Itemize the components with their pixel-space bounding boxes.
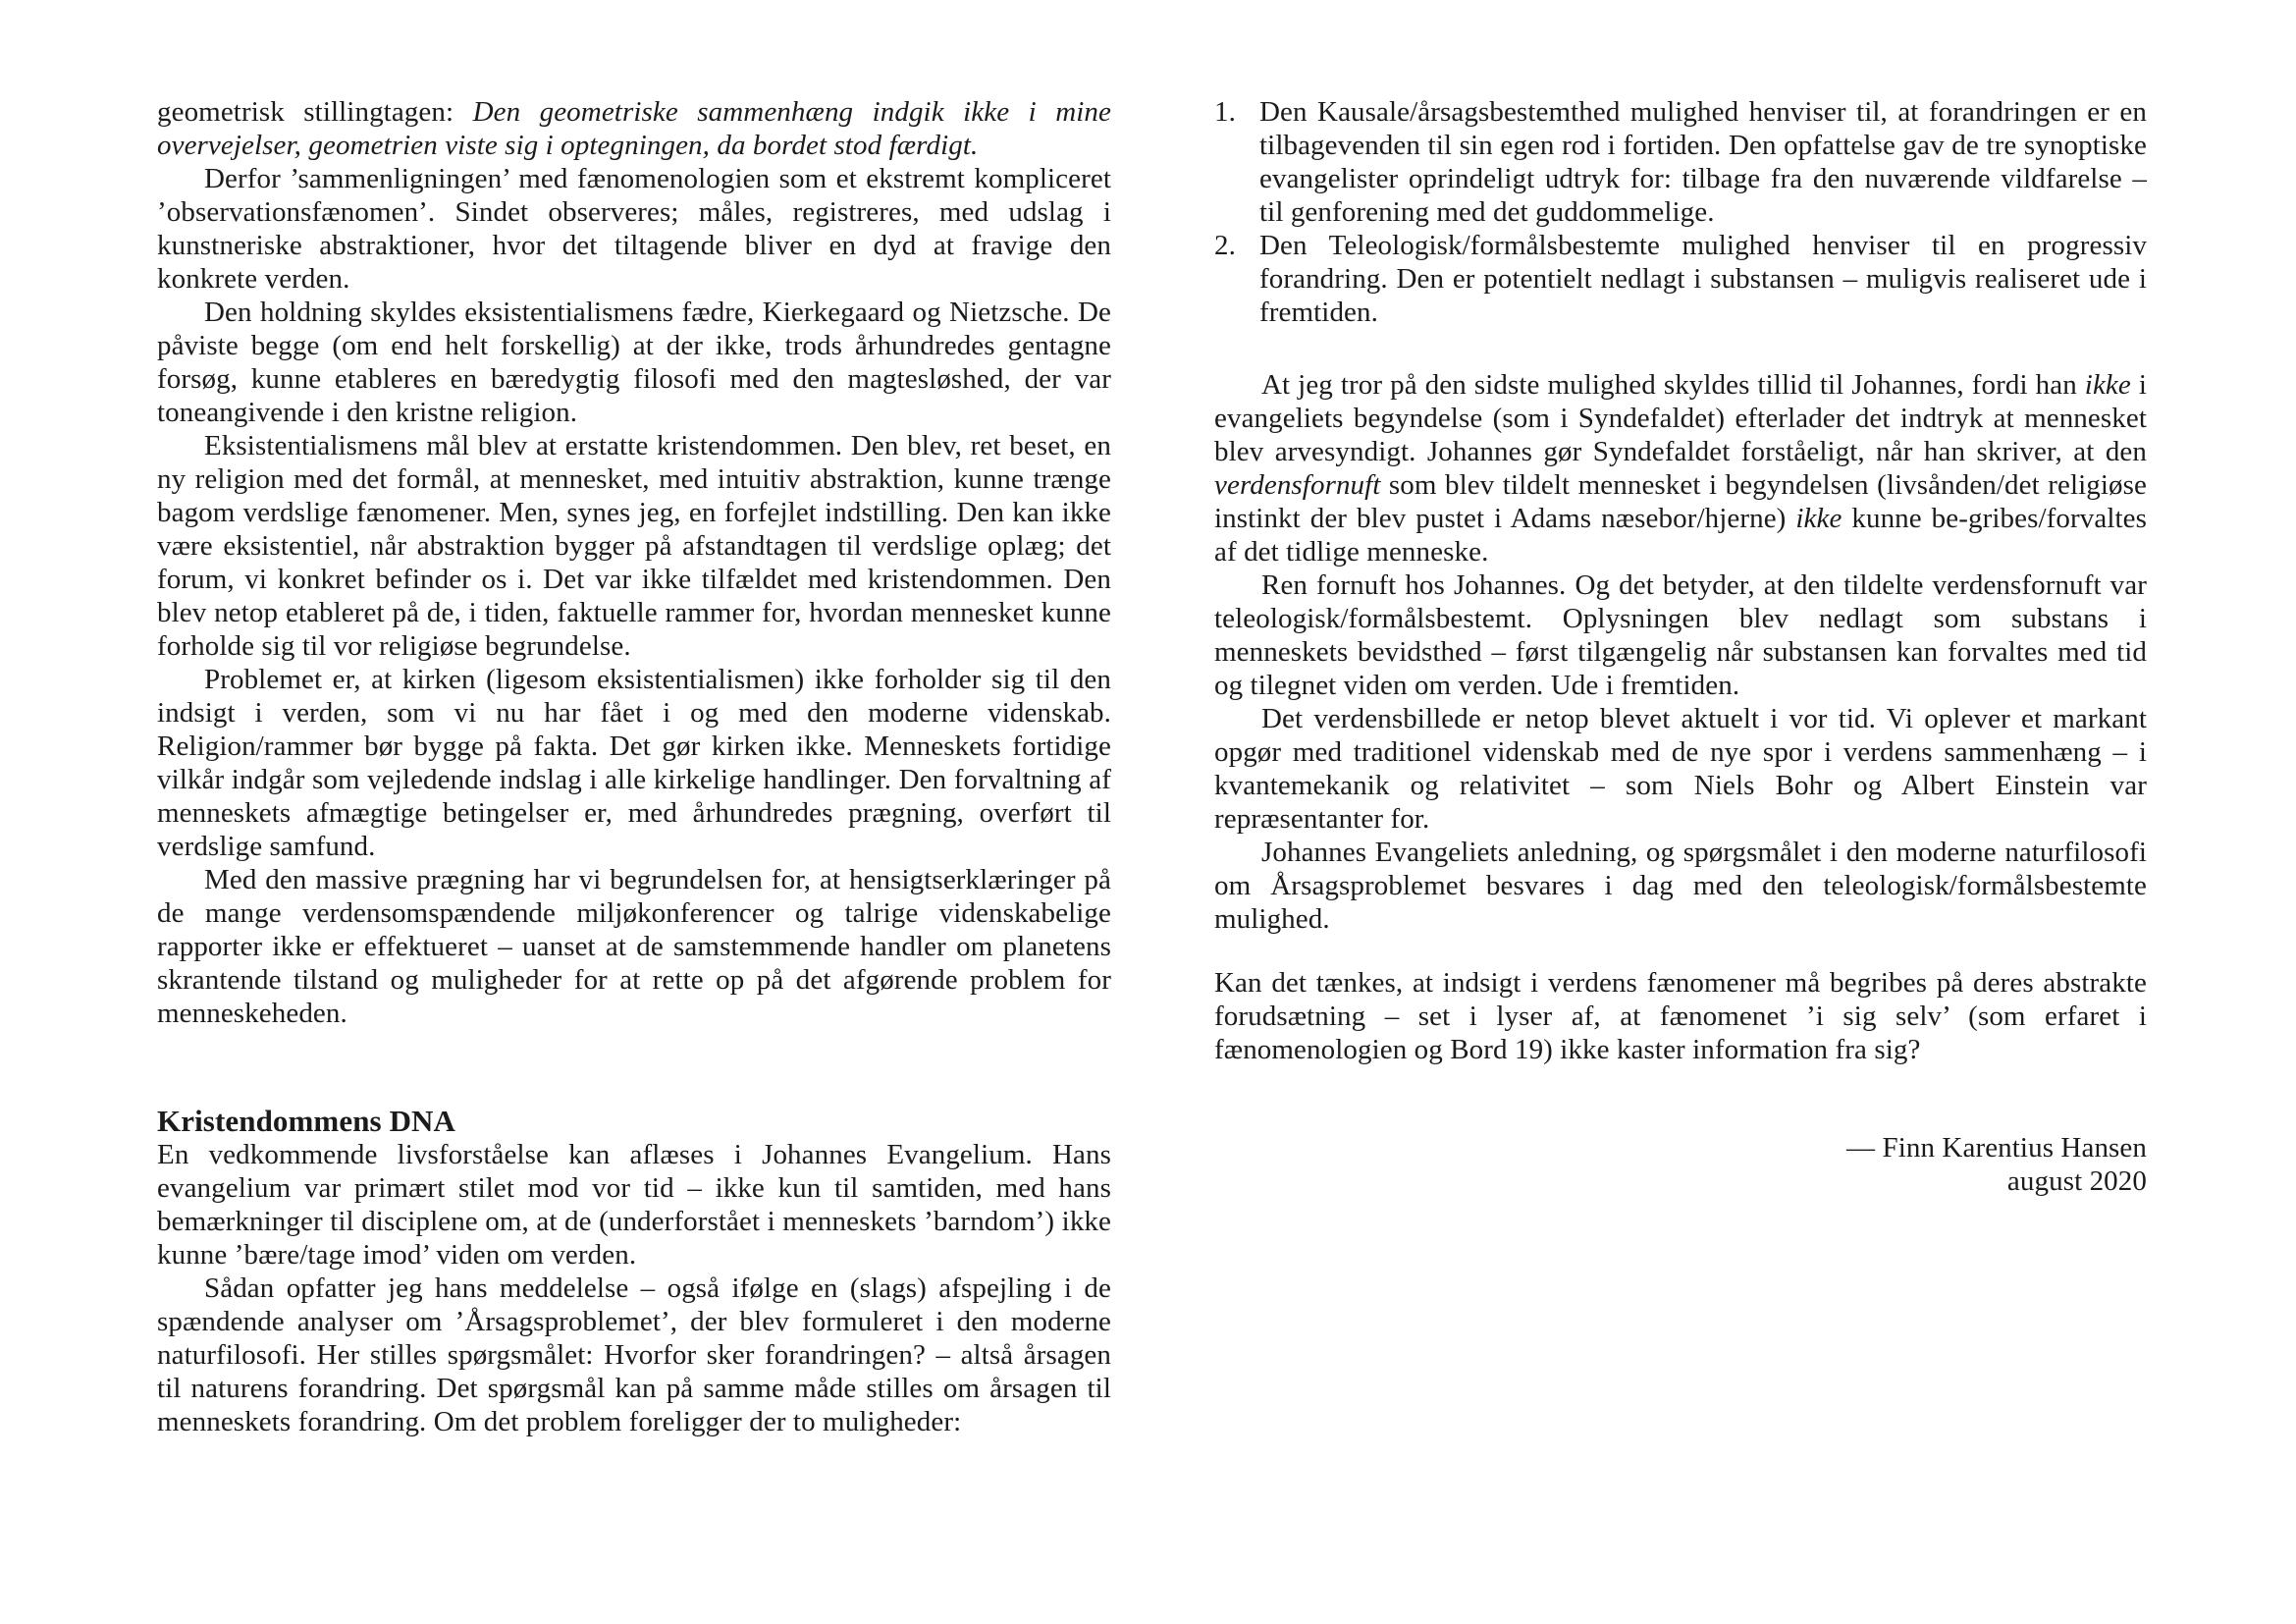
italic-run: Den geometriske sammenhæng indgik ikke i mine overvejelser, geometrien viste sig i optegningen, da bordet stod færdigt. bbox=[157, 96, 1111, 161]
paragraph: Sådan opfatter jeg hans meddelelse – også ifølge en (slags) afspejling i de spændende analyser om ’Årsagsproblemet’, der blev formuleret i den moderne naturfilosofi. Her stilles spørgsmålet: Hvorfor sker forandringen? – altså årsagen til naturens forandring. Det spørgsmål kan på samme måde stilles om årsagen til menneskets forandring. Om det problem foreligger der to muligheder: bbox=[157, 1272, 1111, 1437]
right-column bbox=[1214, 95, 2147, 1198]
list-item-number: 1. bbox=[1214, 96, 1236, 128]
text-run: kunne be-gribes/forvaltes af det tidlige menneske. bbox=[1214, 503, 2147, 568]
text-run: i evangeliets begyndelse (som i Syndefaldet) efterlader det indtryk at mennesket blev arvesyndigt. Johannes gør Syndefaldet forståeligt, når han skriver, at den bbox=[1214, 369, 2147, 467]
text-run: som blev tildelt mennesket i begyndelsen (livsånden/det religiøse instinkt der blev pustet i Adams næsebor/hjerne) bbox=[1214, 469, 2147, 534]
list-item-text: Den Teleologisk/formålsbestemte mulighed henviser til en progressiv forandring. Den er potentielt nedlagt i substansen – muligvis realiseret ude i fremtiden. bbox=[1259, 230, 2147, 328]
closing-paragraph: Kan det tænkes, at indsigt i verdens fænomener må begribes på deres abstrakte forudsætning – set i lyser af, at fænomenet ’i sig selv’ (som erfaret i fænomenologien og Bord 19) ikke kaster information fra sig? bbox=[1214, 967, 2147, 1065]
paragraph: Eksistentialismens mål blev at erstatte kristendommen. Den blev, ret beset, en ny religion med det formål, at mennesket, med intuitiv abstraktion, kunne trænge bagom verdslige fænomener. Men, synes jeg, en forfejlet indstilling. Den kan ikke være eksistentiel, når abstraktion bygger på afstandtagen til verdslige oplæg; det forum, vi konkret befinder os i. Det var ikke tilfældet med kristendommen. Den blev netop etableret på de, i tiden, faktuelle rammer for, hvordan mennesket kunne forholde sig til vor religiøse begrundelse. bbox=[157, 430, 1111, 662]
italic-run: verdensfornuft bbox=[1214, 469, 1381, 501]
signature-name: — Finn Karentius Hansen bbox=[1846, 1132, 2147, 1164]
paragraph: Derfor ’sammenligningen’ med fænomenologien som et ekstremt kompliceret ’observationsfænomen’. Sindet observeres; måles, registreres, med udslag i kunstneriske abstraktioner, hvor det tiltagende bliver en dyd at fravige den konkrete verden. bbox=[157, 163, 1111, 295]
signature-date: august 2020 bbox=[2006, 1165, 2147, 1197]
paragraph: Johannes Evangeliets anledning, og spørgsmålet i den moderne naturfilosofi om Årsagsproblemet besvares i dag med den teleologisk/formålsbestemte mulighed. bbox=[1214, 837, 2147, 935]
italic-run: ikke bbox=[2084, 369, 2131, 401]
list-item-text: Den Kausale/årsagsbestemthed mulighed henviser til, at forandringen er en tilbagevenden til sin egen rod i fortiden. Den opfattelse gav de tre synoptiske evangelister oprindeligt udtryk for: tilbage fra den nuværende vildfarelse – til genforening med det guddommelige. bbox=[1259, 96, 2147, 228]
paragraph-continuation bbox=[157, 95, 1111, 162]
text-run: At jeg tror på den sidste mulighed skyldes tillid til Johannes, fordi han bbox=[1261, 369, 2085, 401]
list-item bbox=[1214, 95, 2147, 229]
list-item bbox=[1214, 229, 2147, 329]
paragraph: En vedkommende livsforståelse kan aflæses i Johannes Evangelium. Hans evangelium var primært stilet mod vor tid – ikke kun til samtiden, med hans bemærkninger til disciplene om, at de (underforstået i menneskets ’barndom’) ikke kunne ’bære/tage imod’ viden om verden. bbox=[157, 1139, 1111, 1271]
paragraph: Det verdensbillede er netop blevet aktuelt i vor tid. Vi oplever et markant opgør med traditionel videnskab med de nye spor i verdens sammenhæng – i kvantemekanik og relativitet – som Niels Bohr og Albert Einstein var repræsentanter for. bbox=[1214, 703, 2147, 835]
left-column bbox=[157, 95, 1111, 1438]
paragraph: Med den massive prægning har vi begrundelsen for, at hensigtserklæringer på de mange verdensomspændende miljøkonferencer og talrige videnskabelige rapporter ikke er effektueret – uanset at de samstemmende handler om planetens skrantende tilstand og muligheder for at rette op på det afgørende problem for menneskeheden. bbox=[157, 864, 1111, 1029]
list-item-number: 2. bbox=[1214, 230, 1236, 261]
paragraph: Ren fornuft hos Johannes. Og det betyder, at den tildelte verdensfornuft var teleologisk/formålsbestemt. Oplysningen blev nedlagt som substans i menneskets bevidsthed – først tilgængelig når substansen kan forvaltes med tid og tilegnet viden om verden. Ude i fremtiden. bbox=[1214, 569, 2147, 701]
section-heading: Kristendommens DNA bbox=[157, 1104, 456, 1138]
text-run: geometrisk stillingtagen: bbox=[157, 96, 473, 128]
paragraph bbox=[1214, 368, 2147, 568]
paragraph: Problemet er, at kirken (ligesom eksistentialismen) ikke forholder sig til den indsigt i verden, som vi nu har fået i og med den moderne videnskab. Religion/rammer bør bygge på fakta. Det gør kirken ikke. Menneskets fortidige vilkår indgår som vejledende indslag i alle kirkelige handlinger. Den forvaltning af menneskets afmægtige betingelser er, med århundredes prægning, overført til verdslige samfund. bbox=[157, 664, 1111, 862]
numbered-list bbox=[1214, 95, 2147, 329]
paragraph: Den holdning skyldes eksistentialismens fædre, Kierkegaard og Nietzsche. De påviste begge (om end helt forskellig) at der ikke, trods århundredes gentagne forsøg, kunne etableres en bæredygtig filosofi med den magtesløshed, der var toneangivende i den kristne religion. bbox=[157, 297, 1111, 428]
signature-block bbox=[1214, 1131, 2147, 1198]
italic-run: ikke bbox=[1795, 503, 1842, 534]
